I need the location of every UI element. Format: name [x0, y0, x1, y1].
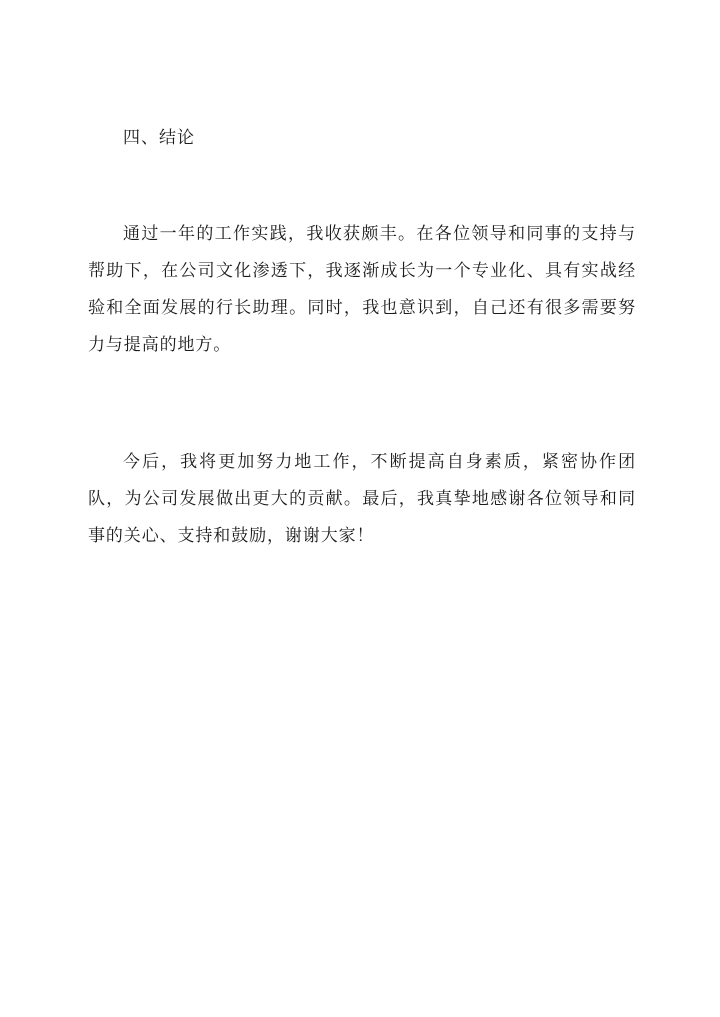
paragraph-conclusion: 通过一年的工作实践，我收获颇丰。在各位领导和同事的支持与帮助下，在公司文化渗透下，我逐渐成长为一个专业化、具有实战经验和全面发展的行长助理。同时，我也意识到，自己还有很多需要努力与提高的地方。 [88, 224, 636, 355]
section-heading: 四、结论 [123, 128, 195, 148]
paragraph-closing: 今后，我将更加努力地工作，不断提高自身素质，紧密协作团队，为公司发展做出更大的贡献。最后，我真挚地感谢各位领导和同事的关心、支持和鼓励，谢谢大家！ [88, 452, 636, 546]
